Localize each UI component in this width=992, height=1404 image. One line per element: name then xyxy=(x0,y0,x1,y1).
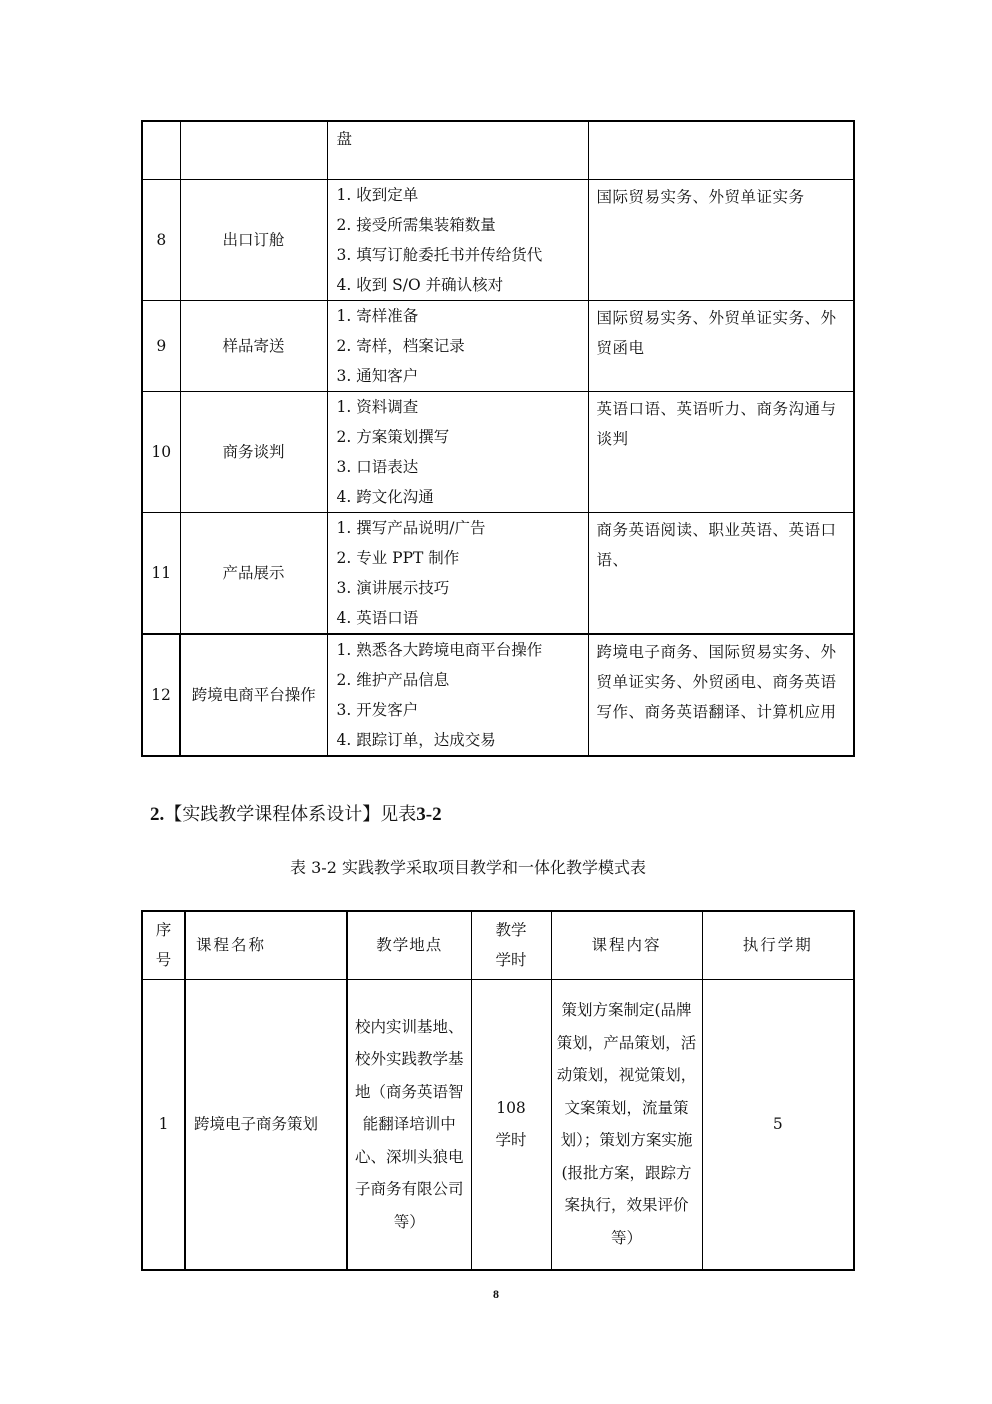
task-step: 4. 收到 S/O 并确认核对 xyxy=(336,275,504,294)
section-number: 2. xyxy=(150,804,165,825)
task-step: 1. 撰写产品说明/广告 xyxy=(336,518,486,537)
table-row xyxy=(142,300,854,391)
task-name xyxy=(180,121,327,179)
task-step: 1. 寄样准备 xyxy=(336,306,419,325)
task-step: 3. 口语表达 xyxy=(336,457,419,476)
task-step: 4. 跟踪订单，达成交易 xyxy=(336,730,496,749)
task-steps xyxy=(327,391,588,512)
training-process-table xyxy=(141,120,855,757)
course-semester: 5 xyxy=(702,979,854,1270)
related-courses: 跨境电子商务、国际贸易实务、外贸单证实务、外贸函电、商务英语写作、商务英语翻译、计算机应用 xyxy=(588,634,854,756)
header-location: 教学地点 xyxy=(347,911,471,979)
table-row xyxy=(142,179,854,300)
task-steps xyxy=(327,121,588,179)
row-number: 10 xyxy=(142,391,180,512)
course-seq: 1 xyxy=(142,979,185,1270)
task-name: 产品展示 xyxy=(180,512,327,634)
task-step: 1. 资料调查 xyxy=(336,397,419,416)
row-number: 11 xyxy=(142,512,180,634)
task-steps xyxy=(327,179,588,300)
task-step: 2. 专业 PPT 制作 xyxy=(336,548,460,567)
task-steps xyxy=(327,634,588,756)
task-step: 3. 通知客户 xyxy=(336,366,419,385)
task-step: 4. 跨文化沟通 xyxy=(336,487,434,506)
row-number: 9 xyxy=(142,300,180,391)
table-row xyxy=(142,634,854,756)
task-step: 2. 维护产品信息 xyxy=(336,670,450,689)
task-step: 2. 寄样，档案记录 xyxy=(336,336,465,355)
table-row xyxy=(142,391,854,512)
task-name: 出口订舱 xyxy=(180,179,327,300)
header-hours: 教学学时 xyxy=(471,911,551,979)
task-step: 4. 英语口语 xyxy=(336,608,419,627)
task-step: 2. 方案策划撰写 xyxy=(336,427,450,446)
related-courses: 国际贸易实务、外贸单证实务 xyxy=(588,179,854,300)
task-step: 盘 xyxy=(336,130,353,148)
page-number: 8 xyxy=(493,1287,499,1301)
section-heading xyxy=(150,800,442,830)
related-courses: 英语口语、英语听力、商务沟通与谈判 xyxy=(588,391,854,512)
section-table-ref: 3-2 xyxy=(416,804,442,825)
task-steps xyxy=(327,300,588,391)
section-title: 【实践教学课程体系设计】见表 xyxy=(164,804,417,825)
course-location: 校内实训基地、校外实践教学基地（商务英语智能翻译培训中心、深圳头狼电子商务有限公司等） xyxy=(347,979,471,1270)
task-step: 3. 演讲展示技巧 xyxy=(336,578,450,597)
task-name: 样品寄送 xyxy=(180,300,327,391)
table-row xyxy=(142,979,854,1270)
header-seq: 序号 xyxy=(142,911,185,979)
task-step: 3. 开发客户 xyxy=(336,700,419,719)
task-step: 3. 填写订舱委托书并传给货代 xyxy=(336,245,543,264)
header-course-name: 课程名称 xyxy=(185,911,347,979)
related-courses: 商务英语阅读、职业英语、英语口语、 xyxy=(588,512,854,634)
course-name: 跨境电子商务策划 xyxy=(185,979,347,1270)
header-semester: 执行学期 xyxy=(702,911,854,979)
table-row xyxy=(142,121,854,179)
task-name: 跨境电商平台操作 xyxy=(180,634,327,756)
header-content: 课程内容 xyxy=(551,911,702,979)
task-step: 1. 熟悉各大跨境电商平台操作 xyxy=(336,640,543,659)
task-name: 商务谈判 xyxy=(180,391,327,512)
table-caption: 表 3-2 实践教学采取项目教学和一体化教学模式表 xyxy=(290,858,646,877)
related-courses xyxy=(588,121,854,179)
practice-course-table xyxy=(141,910,855,1271)
course-content: 策划方案制定(品牌策划，产品策划，活动策划，视觉策划，文案策划，流量策划）；策划方案实施(报批方案，跟踪方案执行，效果评价等） xyxy=(551,979,702,1270)
row-number xyxy=(142,121,180,179)
table-row xyxy=(142,512,854,634)
task-step: 2. 接受所需集装箱数量 xyxy=(336,215,496,234)
row-number: 8 xyxy=(142,179,180,300)
related-courses: 国际贸易实务、外贸单证实务、外贸函电 xyxy=(588,300,854,391)
task-steps xyxy=(327,512,588,634)
course-hours: 108学时 xyxy=(471,979,551,1270)
task-step: 1. 收到定单 xyxy=(336,185,419,204)
table-header-row xyxy=(142,911,854,979)
row-number: 12 xyxy=(142,634,180,756)
